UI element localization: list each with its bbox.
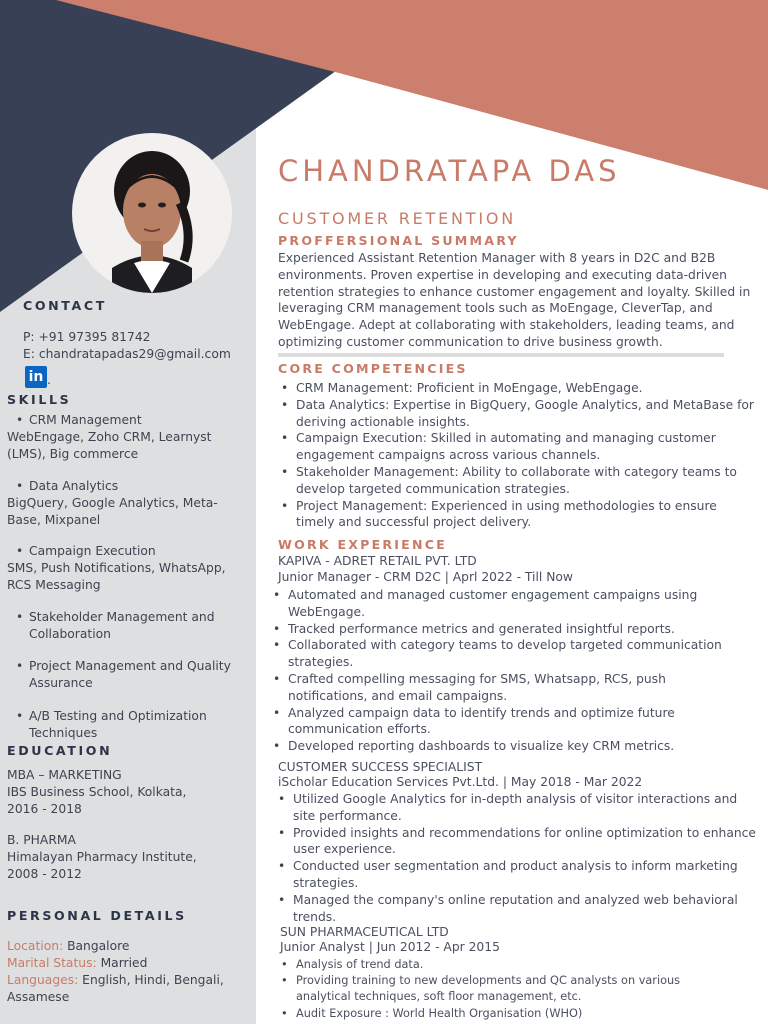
job-title: CUSTOMER RETENTION bbox=[278, 209, 517, 228]
summary-text: Experienced Assistant Retention Manager with 8 years in D2C and B2B environments. Proven expertise in developing and executing data-driven retention strategies to enhance customer engagement and loyalty. Skilled in leveraging CRM management tools such as MoEngage, CleverTap, and WebEngage. Adept at collaborating with stakeholders, leading teams, and optimizing customer communication to drive business growth. bbox=[278, 251, 751, 349]
list-item: • Analyzed campaign data to identify trends and optimize future communication efforts. bbox=[270, 705, 740, 739]
skill-group bbox=[7, 708, 232, 742]
institution: Himalayan Pharmacy Institute, bbox=[7, 849, 197, 864]
job-bullets bbox=[278, 957, 728, 1022]
education-entry bbox=[7, 832, 197, 882]
list-item: • Conducted user segmentation and product analysis to inform marketing strategies. bbox=[275, 858, 763, 892]
contact-phone[interactable]: P: +91 97395 81742 bbox=[23, 330, 151, 344]
location-value: Bangalore bbox=[67, 939, 130, 953]
location-label: Location: bbox=[7, 939, 64, 953]
skill-title: • A/B Testing and Optimization Techniques bbox=[7, 708, 232, 742]
institution: IBS Business School, Kolkata, bbox=[7, 784, 187, 799]
degree: MBA – MARKETING bbox=[7, 768, 122, 782]
job-bullets bbox=[270, 587, 740, 755]
job-bullets bbox=[275, 791, 763, 925]
linkedin-icon[interactable] bbox=[25, 366, 47, 388]
list-item: • Campaign Execution: Skilled in automating and managing customer engagement campaigns across various channels. bbox=[278, 430, 758, 464]
competencies-list bbox=[278, 380, 758, 531]
languages-row bbox=[7, 972, 247, 1006]
job-company: CUSTOMER SUCCESS SPECIALIST bbox=[278, 760, 483, 774]
competencies-heading: CORE COMPETENCIES bbox=[278, 361, 468, 376]
list-item: • Analysis of trend data. bbox=[278, 957, 728, 973]
contact-email[interactable]: E: chandratapadas29@gmail.com bbox=[23, 347, 231, 361]
education-entry bbox=[7, 767, 186, 817]
degree: B. PHARMA bbox=[7, 833, 76, 847]
skill-title: • Campaign Execution bbox=[7, 543, 247, 560]
linkedin-dot: . bbox=[47, 373, 51, 387]
list-item: • CRM Management: Proficient in MoEngage, WebEngage. bbox=[278, 380, 758, 397]
list-item: • Utilized Google Analytics for in-depth analysis of visitor interactions and site performance. bbox=[275, 791, 763, 825]
skill-title: • Stakeholder Management and Collaboration bbox=[7, 609, 232, 643]
job-role: Junior Manager - CRM D2C | Aprl 2022 - Till Now bbox=[278, 570, 573, 584]
list-item: • Data Analytics: Expertise in BigQuery, Google Analytics, and MetaBase for deriving actionable insights. bbox=[278, 397, 758, 431]
location-row bbox=[7, 938, 129, 955]
personal-heading: PERSONAL DETAILS bbox=[7, 908, 187, 923]
skill-title: • Data Analytics bbox=[7, 478, 247, 495]
skill-group bbox=[7, 658, 242, 692]
languages-label: Languages: bbox=[7, 973, 79, 987]
list-item: • Crafted compelling messaging for SMS, Whatsapp, RCS, push notifications, and email campaigns. bbox=[270, 671, 740, 705]
years: 2016 - 2018 bbox=[7, 801, 82, 816]
skill-group bbox=[7, 412, 247, 462]
languages-value: English, Hindi, Bengali, Assamese bbox=[7, 973, 224, 1004]
list-item: • Provided insights and recommendations for online optimization to enhance user experience. bbox=[275, 825, 763, 859]
job-role: iScholar Education Services Pvt.Ltd. | May 2018 - Mar 2022 bbox=[278, 775, 643, 789]
marital-value: Married bbox=[100, 956, 148, 970]
job-company: SUN PHARMACEUTICAL LTD bbox=[280, 925, 449, 939]
skill-group bbox=[7, 478, 247, 528]
marital-label: Marital Status: bbox=[7, 956, 97, 970]
job-role: Junior Analyst | Jun 2012 - Apr 2015 bbox=[280, 940, 500, 954]
marital-row bbox=[7, 955, 147, 972]
skill-group bbox=[7, 609, 232, 643]
job-company: KAPIVA - ADRET RETAIL PVT. LTD bbox=[278, 554, 477, 568]
list-item: • Audit Exposure : World Health Organisation (WHO) bbox=[278, 1006, 728, 1022]
skill-detail: WebEngage, Zoho CRM, Learnyst (LMS), Big commerce bbox=[7, 429, 212, 461]
list-item: • Collaborated with category teams to develop targeted communication strategies. bbox=[270, 637, 740, 671]
experience-heading: WORK EXPERIENCE bbox=[278, 537, 447, 552]
list-item: • Project Management: Experienced in using methodologies to ensure timely and successful project delivery. bbox=[278, 498, 758, 532]
list-item: • Providing training to new developments and QC analysts on various analytical techniques, soft floor management, etc. bbox=[278, 973, 728, 1005]
summary-heading: PROFFERSIONAL SUMMARY bbox=[278, 233, 519, 248]
linkedin-icon-text: in bbox=[28, 369, 44, 385]
profile-photo bbox=[72, 133, 232, 293]
contact-heading: CONTACT bbox=[23, 298, 107, 313]
list-item: • Automated and managed customer engagement campaigns using WebEngage. bbox=[270, 587, 740, 621]
skill-group bbox=[7, 543, 247, 593]
list-item: • Tracked performance metrics and generated insightful reports. bbox=[270, 621, 740, 638]
skill-detail: BigQuery, Google Analytics, Meta-Base, Mixpanel bbox=[7, 495, 218, 527]
years: 2008 - 2012 bbox=[7, 866, 82, 881]
list-item: • Managed the company's online reputation and analyzed web behavioral trends. bbox=[275, 892, 763, 926]
skill-title: • Project Management and Quality Assurance bbox=[7, 658, 242, 692]
education-heading: EDUCATION bbox=[7, 743, 113, 758]
skill-title: • CRM Management bbox=[7, 412, 247, 429]
list-item: • Developed reporting dashboards to visualize key CRM metrics. bbox=[270, 738, 740, 755]
skills-heading: SKILLS bbox=[7, 392, 72, 407]
section-divider bbox=[278, 353, 724, 357]
candidate-name: CHANDRATAPA DAS bbox=[278, 154, 621, 188]
skill-detail: SMS, Push Notifications, WhatsApp, RCS Messaging bbox=[7, 560, 226, 592]
list-item: • Stakeholder Management: Ability to collaborate with category teams to develop targeted communication strategies. bbox=[278, 464, 758, 498]
